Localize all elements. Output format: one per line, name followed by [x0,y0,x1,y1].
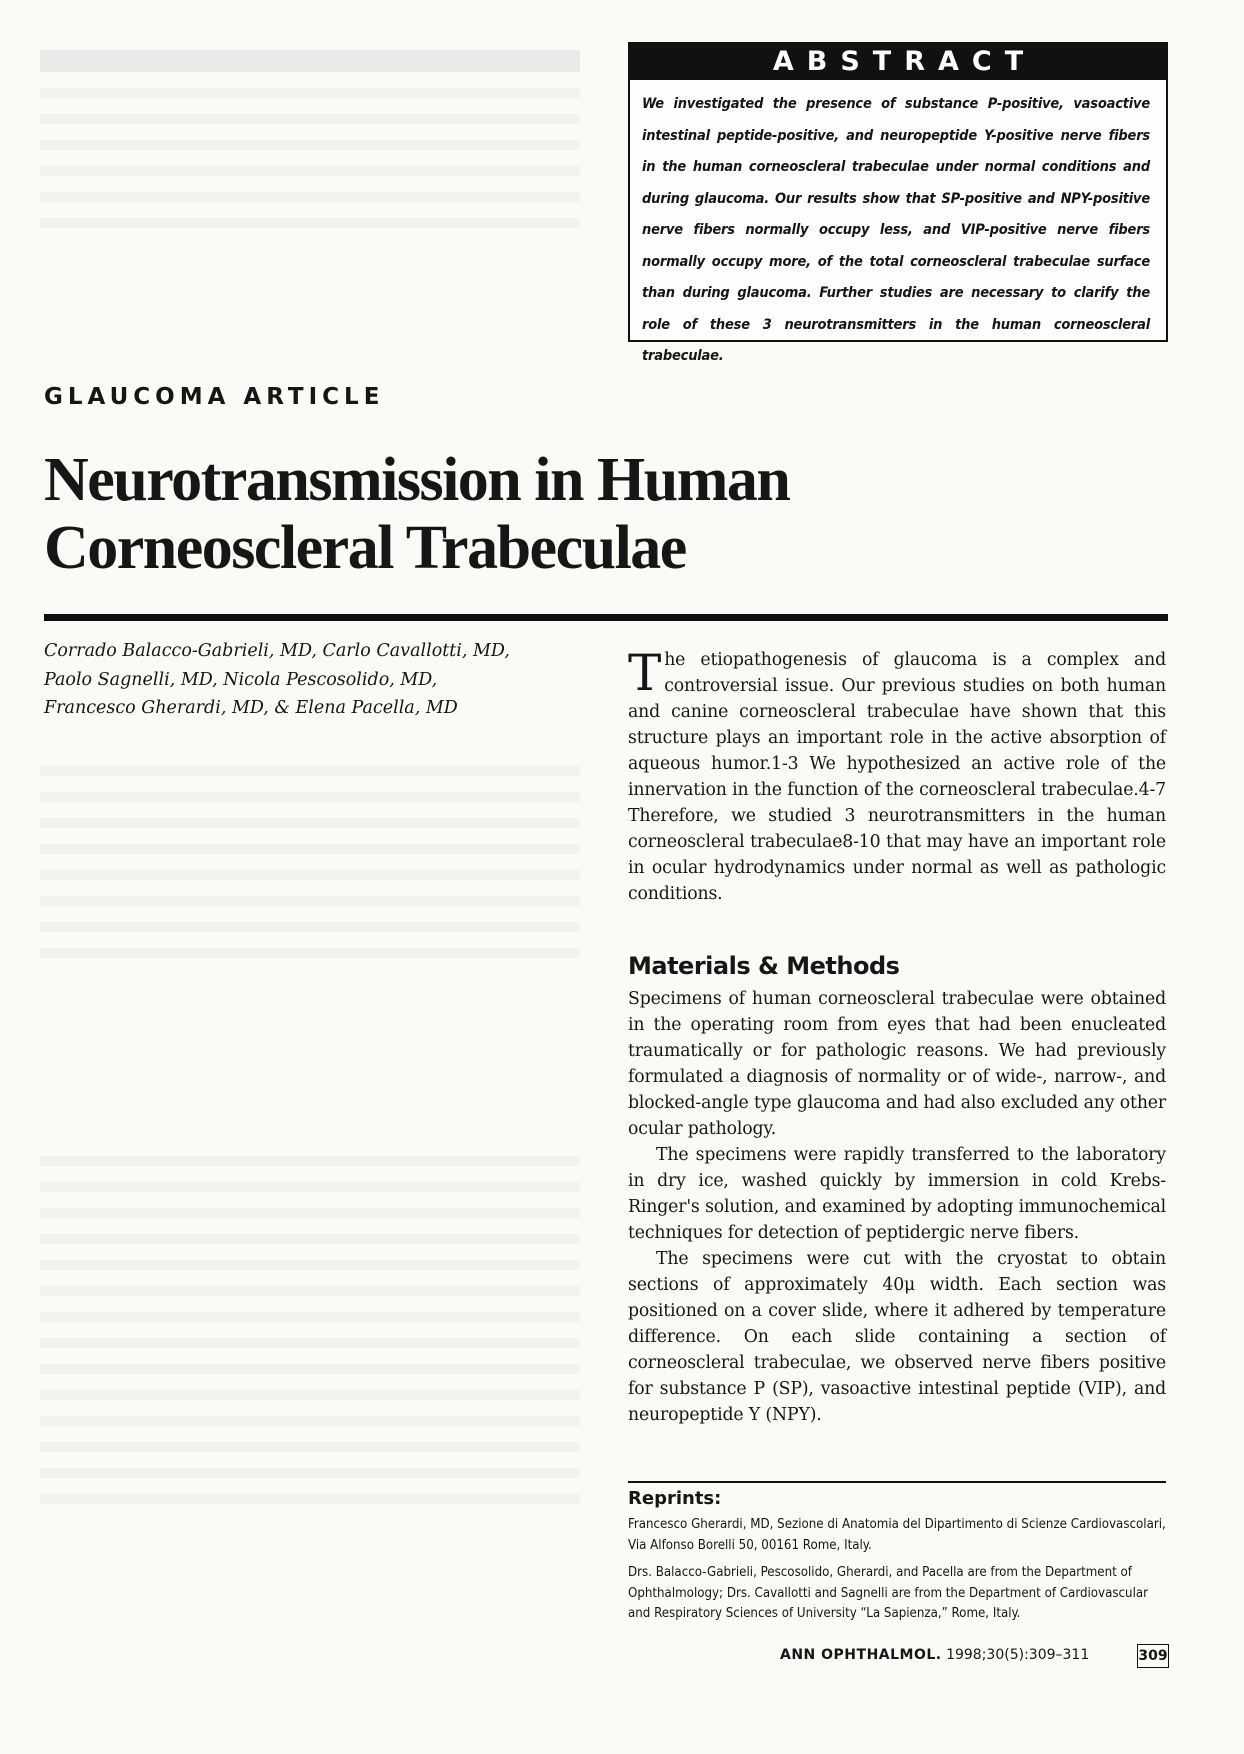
show-through-middle [40,750,580,974]
authors-line-1: Corrado Balacco-Gabrieli, MD, Carlo Cavallotti, MD, [44,641,510,661]
author-list [44,637,604,723]
methods-body [628,986,1166,1428]
methods-paragraph-1: Specimens of human corneoscleral trabeculae were obtained in the operating room from eyes that had been enucleated traumatically or for pathologic reasons. We had previously formulated a diagnosis of normality or of wide-, narrow-, and blocked-angle type glaucoma and had also excluded any other ocular pathology. [628,989,1166,1139]
reprints-address: Francesco Gherardi, MD, Sezione di Anatomia del Dipartimento di Scienze Cardiovascolari, Via Alfonso Borelli 50, 00161 Rome, Italy. [628,1517,1166,1553]
abstract-heading: ABSTRACT [629,43,1167,80]
citation-details: 1998;30(5):309–311 [946,1647,1090,1663]
article-title [44,446,944,582]
methods-paragraph-2: The specimens were rapidly transferred to the laboratory in dry ice, washed quickly by immersion in cold Krebs-Ringer's solution, and examined by adopting immunochemical techniques for detection of peptidergic nerve fibers. [628,1145,1166,1243]
title-rule [44,614,1168,621]
journal-citation [780,1647,1089,1663]
show-through-bottom [40,1140,580,1520]
show-through-top [40,50,580,244]
intro-paragraph [628,644,1166,907]
authors-line-3: Francesco Gherardi, MD, & Elena Pacella, MD [44,698,458,718]
reprints-heading: Reprints: [628,1488,722,1509]
authors-line-2: Paolo Sagnelli, MD, Nicola Pescosolido, MD, [44,669,438,690]
page-number: 309 [1137,1644,1169,1668]
abstract-box [628,42,1168,364]
drop-cap: T [628,644,662,702]
reprints-rule [628,1481,1166,1483]
abstract-text: We investigated the presence of substance P-positive, vasoactive intestinal peptide-positive, and neuropeptide Y-positive nerve fibers in the human corneoscleral trabeculae under normal conditions and during glaucoma. Our results show that SP-positive and NPY-positive nerve fibers normally occupy less, and VIP-positive nerve fibers normally occupy more, of the total corneoscleral trabeculae surface than during glaucoma. Further studies are necessary to clarify the role of these 3 neurotransmitters in the human corneoscleral trabeculae. [642,96,1150,364]
title-line-1: Neurotransmission in Human [44,446,790,514]
journal-name: ANN OPHTHALMOL. [780,1647,942,1663]
methods-heading: Materials & Methods [628,952,900,980]
intro-text: he etiopathogenesis of glaucoma is a complex and controversial issue. Our previous studies on both human and canine corneoscleral trabeculae have shown that this structure plays an important role in the active absorption of aqueous humor.1-3 We hypothesized an active role of the innervation in the function of the corneoscleral trabeculae.4-7 Therefore, we studied 3 neurotransmitters in the human corneoscleral trabeculae8-10 that may have an important role in ocular hydrodynamics under normal as well as pathologic conditions. [628,650,1166,904]
title-line-2: Corneoscleral Trabeculae [44,514,686,582]
methods-paragraph-3: The specimens were cut with the cryostat to obtain sections of approximately 40μ width. Each section was positioned on a cover slide, where it adhered by temperature difference. On each slide containing a section of corneoscleral trabeculae, we observed nerve fibers positive for substance P (SP), vasoactive intestinal peptide (VIP), and neuropeptide Y (NPY). [628,1249,1166,1425]
section-label: GLAUCOMA ARTICLE [44,384,385,410]
author-affiliations: Drs. Balacco-Gabrieli, Pescosolido, Gherardi, and Pacella are from the Department of Ophthalmology; Drs. Cavallotti and Sagnelli are from the Department of Cardiovascular and Respiratory Sciences of University “La Sapienza,” Rome, Italy. [628,1565,1149,1621]
